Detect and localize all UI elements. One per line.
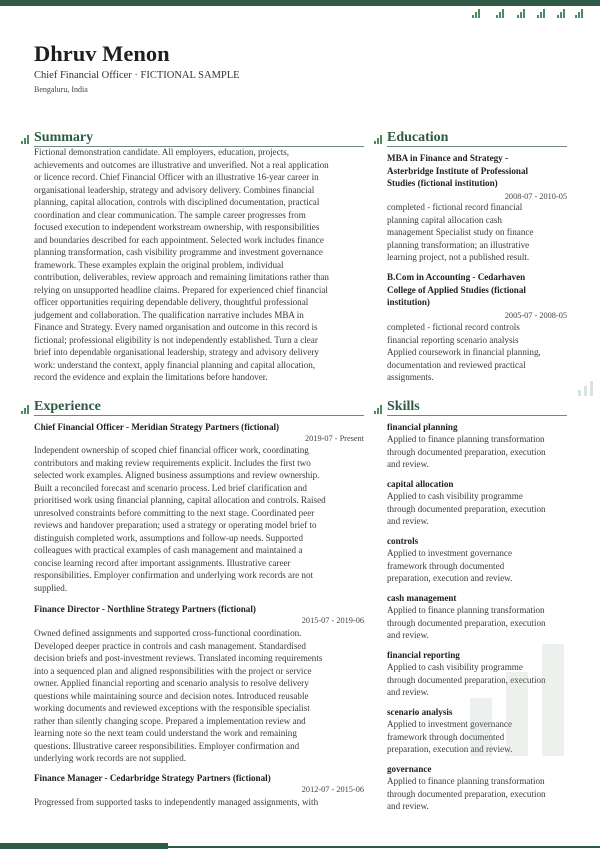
text-line: Finance and Strategy. Every named organisation and outcome in this record is (34, 322, 318, 332)
skill-description (387, 604, 567, 642)
education-heading: Education (387, 130, 449, 145)
summary-heading: Summary (34, 130, 94, 145)
bar-chart-icon (517, 9, 527, 18)
bar-chart-icon (374, 401, 383, 410)
skills-heading: Skills (387, 399, 420, 414)
text-line: Applied to finance planning transformation (387, 605, 545, 615)
text-line: preparation, execution and review. (387, 744, 513, 754)
text-line: documentation and reviewed practical (387, 359, 526, 370)
text-line: planning, capital allocation, controls with disciplined documentation, practical (34, 197, 320, 207)
text-line: concise learning record after important assignments. Illustrative career (34, 557, 291, 568)
job-description (34, 796, 364, 809)
bottom-accent-line (168, 846, 600, 848)
text-line: Applied to cash visibility programme (387, 491, 523, 501)
text-line: Studies (fictional institution) (387, 178, 498, 188)
text-line: rather than silently changing scope. Prepared a implementation review and (34, 715, 306, 726)
skill-name: financial reporting (387, 650, 460, 660)
bar-chart-icon (470, 644, 580, 756)
text-line: achievements and outcomes are illustrative and unverified. Not a real application (34, 159, 329, 170)
top-accent-bar (0, 0, 600, 6)
skill-description (387, 775, 567, 813)
skill-name: controls (387, 536, 419, 546)
text-line: and review. (387, 630, 429, 640)
text-line: contributors and making review requirements explicit. Includes the first two (34, 457, 311, 468)
text-line: preparation, execution and review. (387, 573, 513, 583)
text-line: College of Applied Studies (fictional (387, 284, 526, 295)
degree-title (387, 271, 567, 309)
resume-header (34, 42, 574, 95)
text-line: judgement and collaboration. The qualification narrative includes MBA in (34, 309, 304, 320)
text-line: questions. Illustrative career responsibilities. Employer confirmation and (34, 740, 300, 751)
text-line: and review. (387, 516, 429, 526)
degree-date: 2005-07 - 2008-05 (504, 311, 567, 320)
text-line: completed - fictional record controls (387, 322, 520, 332)
text-line: Developed deeper practice in controls and cash management. Standardised (34, 640, 306, 651)
text-line: officer opportunities requiring dependable delivery, thoughtful professional (34, 297, 309, 307)
text-line: Owned defined assignments and supported cross-functional coordination. (34, 628, 302, 638)
text-line: Fictional demonstration candidate. All employers, education, projects, (34, 147, 290, 157)
text-line: focused execution to independent workstream ownership, with responsibilities (34, 222, 320, 232)
text-line: colleagues with practical examples of cash management and maintained a (34, 545, 303, 555)
job-date: 2012-07 - 2015-06 (301, 785, 364, 794)
text-line: and review. (387, 801, 429, 811)
text-line: reviews and handover preparation; used a strategy or operating model brief to (34, 520, 317, 530)
text-line: management Specialist study on finance (387, 227, 534, 237)
text-line: planning capital allocation cash (387, 214, 502, 225)
text-line: Independent ownership of scoped chief financial officer work, coordinating (34, 445, 309, 455)
degree-details (387, 321, 567, 384)
job-date: 2015-07 - 2019-06 (301, 616, 364, 625)
text-line: Applied to cash visibility programme (387, 662, 523, 672)
text-line: relying on unsupported headline claims. Prepared for experienced chief financial (34, 284, 328, 295)
text-line: fictional; professional eligibility is not independently established. Turn a clear (34, 334, 318, 345)
text-line: institution) (387, 297, 430, 307)
experience-divider (34, 415, 364, 416)
text-line: Applied to finance planning transformation (387, 434, 545, 444)
text-line: responsibilities. Employer confirmation and underlying work records are not (34, 570, 314, 580)
text-line: Applied to finance planning transformation (387, 776, 545, 786)
text-line: B.Com in Accounting - Cedarhaven (387, 272, 526, 282)
text-line: prioritised work using financial planning, capital allocation and controls. Raised (34, 495, 326, 505)
text-line: MBA in Finance and Strategy - (387, 153, 508, 163)
bar-chart-icon (21, 401, 30, 410)
candidate-name: Dhruv Menon (34, 41, 170, 66)
text-line: learning note so the next team could understand the work and remaining (34, 728, 297, 738)
degree-details (387, 201, 567, 264)
text-line: Asterbridge Institute of Professional (387, 165, 529, 176)
job-title: Finance Director - Northline Strategy Partners (fictional) (34, 604, 256, 614)
bar-chart-icon (537, 9, 547, 18)
skill-name: financial planning (387, 422, 458, 432)
text-line: questions while maintaining source and decision notes. Introduced reusable (34, 690, 309, 701)
text-line: framework. These examples explain the original problem, individual (34, 259, 284, 270)
text-line: Applied to investment governance (387, 719, 513, 729)
bottom-accent-bar (0, 843, 168, 849)
text-line: Progressed from supported tasks to independently managed assignments, with (34, 797, 319, 807)
text-line: coordination and clear communication. The sample career progresses from (34, 209, 306, 220)
bar-chart-icon (575, 9, 585, 18)
bar-chart-icon (472, 9, 482, 18)
education-divider (387, 146, 567, 147)
text-line: underlying work records are not supplied. (34, 753, 187, 763)
text-line: planning transformation, cash visibility programme and investment governance (34, 247, 323, 257)
text-line: learning project, not a published result. (387, 252, 530, 262)
job-description (34, 627, 364, 765)
text-line: framework through documented (387, 731, 505, 742)
job-description (34, 444, 364, 594)
skill-description (387, 490, 567, 528)
job-title: Finance Manager - Cedarbridge Strategy Partners (fictional) (34, 773, 271, 783)
text-line: Applied coursework in financial planning, (387, 347, 541, 357)
text-line: framework through documented (387, 560, 505, 571)
bar-chart-icon (374, 131, 383, 140)
text-line: assignments. (387, 372, 434, 382)
text-line: and boundaries described for each appointment. Selected work includes finance (34, 234, 324, 245)
text-line: brief into dependable organisational leadership, strategy and advisory delivery (34, 347, 319, 357)
text-line: supplied. (34, 582, 68, 593)
text-line: unresolved constraints before committing to the next stage. Coordinated peer (34, 507, 315, 518)
bar-chart-icon (577, 380, 595, 396)
text-line: planning transformation; an illustrative (387, 239, 530, 250)
degree-title (387, 152, 567, 190)
text-line: contribution, deliverables, review approach and remaining limitations rather than (34, 272, 329, 282)
text-line: into a sequenced plan and aligned responsibilities with the project or service (34, 665, 312, 676)
text-line: and review. (387, 687, 429, 697)
text-line: record the evidence and explain the limitations before handover. (34, 372, 268, 382)
summary-text (34, 146, 364, 384)
text-line: and review. (387, 459, 429, 469)
text-line: selected work examples. Aligned business assumptions and review ownership. (34, 470, 320, 480)
skill-name: governance (387, 764, 432, 774)
skill-description (387, 433, 567, 471)
text-line: through documented preparation, execution (387, 446, 546, 457)
bar-chart-icon (557, 9, 567, 18)
text-line: completed - fictional record financial (387, 202, 523, 212)
skill-name: scenario analysis (387, 707, 453, 717)
skill-name: cash management (387, 593, 457, 603)
text-line: work: understand the context, apply financial planning and capital allocation, (34, 359, 316, 370)
text-line: owner. Applied financial reporting and scenario analysis to resolve delivery (34, 678, 309, 688)
text-line: through documented preparation, execution (387, 674, 546, 685)
bar-chart-icon (21, 131, 30, 140)
skill-description (387, 547, 567, 585)
candidate-location: Bengaluru, India (34, 85, 88, 94)
text-line: decision briefs and post-investment reviews. Translated incoming requirements (34, 653, 323, 663)
candidate-role: Chief Financial Officer · FICTIONAL SAMPLE (34, 70, 240, 81)
skills-divider (387, 415, 567, 416)
text-line: financial reporting scenario analysis (387, 334, 519, 345)
text-line: working documents and reviewed exceptions with the responsible specialist (34, 703, 310, 713)
job-date: 2019-07 - Present (305, 434, 364, 443)
job-title: Chief Financial Officer - Meridian Strategy Partners (fictional) (34, 422, 280, 432)
text-line: Applied to investment governance (387, 548, 513, 558)
bar-chart-icon (496, 9, 506, 18)
experience-heading: Experience (34, 399, 101, 414)
text-line: through documented preparation, execution (387, 788, 546, 799)
text-line: distinguish completed work, assumptions and follow-up needs. Supported (34, 532, 303, 543)
skill-name: capital allocation (387, 479, 454, 489)
degree-date: 2008-07 - 2010-05 (504, 192, 567, 201)
text-line: through documented preparation, execution (387, 503, 546, 514)
text-line: Built a reconciled forecast and scenario process. Led brief clarification and (34, 482, 307, 493)
text-line: through documented preparation, execution (387, 617, 546, 628)
text-line: organisational leadership, strategy and advisory delivery. Combines financial (34, 184, 315, 195)
text-line: or licence record. Chief Financial Officer with an illustrative 16-year career in (34, 172, 319, 182)
